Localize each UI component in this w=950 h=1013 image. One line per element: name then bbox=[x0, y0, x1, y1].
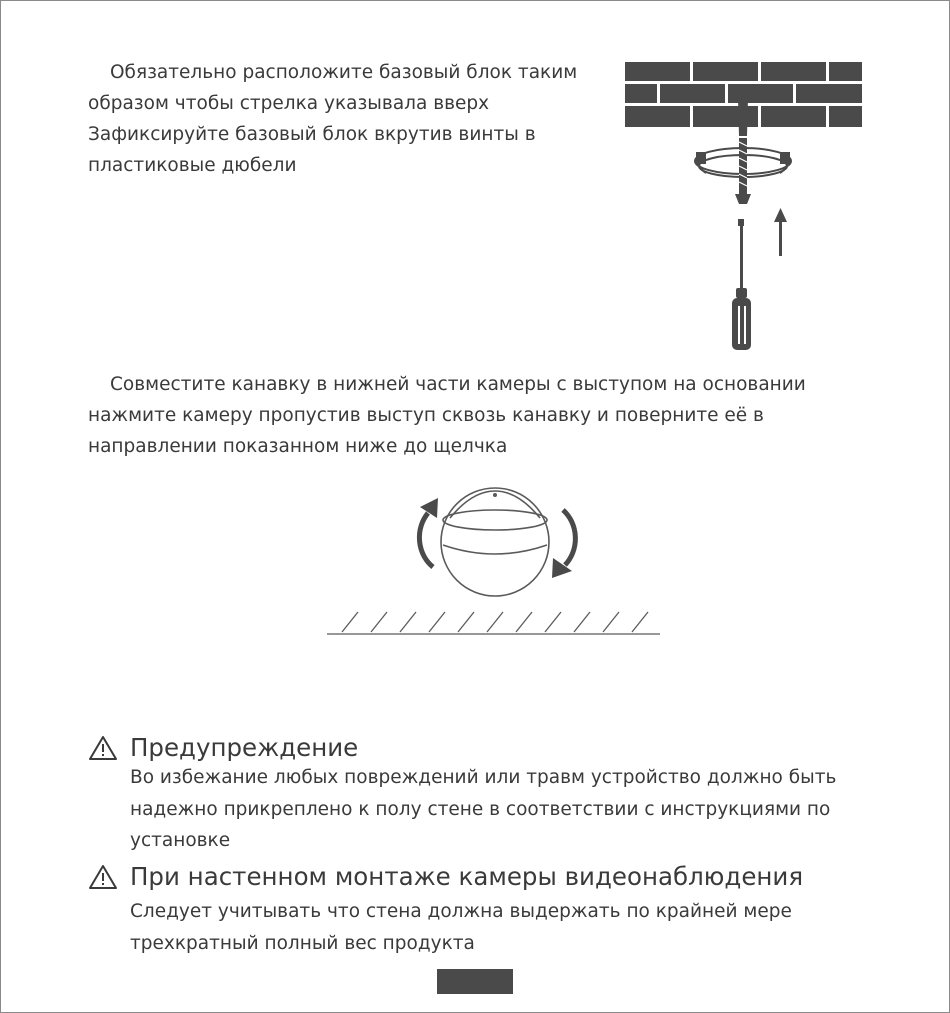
rotate-left-arrow-icon bbox=[419, 498, 438, 567]
warning-title: Предупреждение bbox=[130, 733, 359, 762]
wall-mount-warning-title: При настенном монтаже камеры видеонаблюдения bbox=[130, 862, 804, 891]
step2-instructions bbox=[88, 369, 806, 462]
step1-line: Обязательно расположите базовый блок таким bbox=[110, 62, 578, 83]
step2-line: нажмите камеру пропустив выступ сквозь канавку и поверните её в bbox=[88, 405, 764, 426]
step2-line: Совместите канавку в нижней части камеры с выступом на основании bbox=[110, 374, 806, 395]
step2-line: направлении показанном ниже до щелчка bbox=[88, 436, 508, 457]
step1-line: Зафиксируйте базовый блок вкрутив винты в bbox=[88, 124, 536, 145]
up-arrow-icon bbox=[774, 208, 787, 256]
warning-line: Во избежание любых повреждений или травм устройство должно быть bbox=[130, 767, 837, 788]
warning-text bbox=[130, 762, 836, 857]
warning-line: надежно прикреплено к полу стене в соответствии с инструкциями по bbox=[130, 798, 831, 820]
wall-mount-warning-heading bbox=[88, 861, 803, 893]
dome-camera bbox=[441, 488, 549, 596]
screwdriver bbox=[732, 219, 751, 350]
rotate-right-arrow-icon bbox=[552, 510, 575, 578]
wall-mount-diagram bbox=[620, 58, 870, 358]
ground-surface bbox=[327, 612, 660, 634]
warning-heading bbox=[88, 732, 358, 764]
wall-mount-warning-text bbox=[130, 896, 792, 959]
warning-triangle-icon bbox=[88, 864, 118, 890]
warning-line: трехкратный полный вес продукта bbox=[130, 932, 475, 954]
warning-triangle-icon bbox=[88, 735, 118, 761]
warning-line: Следует учитывать что стена должна выдержать по крайней мере bbox=[130, 901, 792, 922]
step1-instructions bbox=[88, 57, 577, 181]
page-number-tab bbox=[437, 969, 513, 994]
warning-line: установке bbox=[130, 830, 231, 851]
step1-line: пластиковые дюбели bbox=[88, 155, 297, 176]
step1-line: образом чтобы стрелка указывала вверх bbox=[88, 93, 490, 114]
camera-rotation-diagram bbox=[320, 485, 670, 640]
